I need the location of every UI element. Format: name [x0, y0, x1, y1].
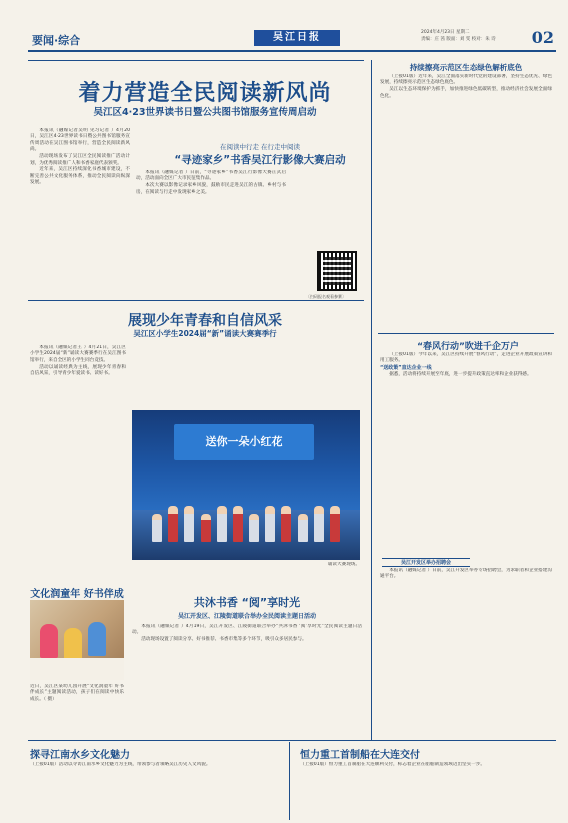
- bottom-left-headline: 探寻江南水乡文化魅力: [30, 750, 130, 761]
- newspaper-logo: 吴江日报: [254, 30, 340, 46]
- culture-caption: 近日，吴江区某幼儿园开展“文化润童年 好书伴成长”主题阅读活动，孩子们在阅读中快乐成长。（ 摄）: [30, 684, 124, 702]
- bottom-mid-body: （上接01版）恒力重工首制船在大连顺利交付，标志着企业在船舶制造领域迈出坚实一步。: [300, 762, 486, 767]
- culture-photo: [30, 600, 124, 680]
- youth-body: [30, 345, 126, 581]
- column-divider: [289, 742, 290, 820]
- youth-headline: 展现少年青春和自信风采: [128, 313, 282, 329]
- lead-body: [30, 128, 130, 296]
- paragraph: 本报讯（融媒记者 ）日前，“寻迹家乡”书香吴江行影像大赛正式启动，活动面向全区广大市民征集作品。: [136, 170, 286, 182]
- paragraph: 近年来，吴江区持续深化书香城市建设，不断完善公共文化服务体系，推动全民阅读向纵深发展。: [30, 167, 130, 186]
- lead-headline: 着力营造全民阅读新风尚: [78, 81, 332, 106]
- bottom-mid-headline: 恒力重工首制船在大连交付: [300, 750, 420, 761]
- bottom-left-body: （上接01版）活动以寻访江南水乡文化魅力为主线，带领参与者领略吴江历史人文风貌。: [30, 762, 211, 767]
- banner-text: 送你一朵小红花: [205, 435, 283, 448]
- paragraph: 活动现场发布了吴江区全民阅读推广活动计划，为优秀阅读推广人和书香家庭代表颁奖。: [30, 154, 130, 166]
- recital-photo: [132, 410, 360, 560]
- rule: [28, 300, 364, 301]
- spring-subhead: “送政策”直达企业一线: [380, 365, 432, 372]
- paragraph: 活动以诵读经典为主线，展现少年青春和自信风采，引导青少年爱读书、读好书。: [30, 364, 126, 377]
- coread-headline: 共沐书香 “阅”享时光: [193, 596, 301, 609]
- performers: [152, 492, 340, 542]
- qr-caption: 〔扫码报名观看参赛〕: [306, 294, 346, 299]
- culture-box-title: 文化润童年 好书伴成: [30, 589, 124, 600]
- date-line: 2024年4月23日 星期二: [421, 30, 470, 35]
- paragraph: 本报讯（融媒记者 ）4月19日，吴江开发区、江陵街道联合举办“共沐书香 ‘阅’享时光”全民阅读主题日活动。: [132, 624, 362, 636]
- page-header: [28, 26, 556, 52]
- rule: [28, 740, 556, 741]
- paragraph: 吴江以生态环境保护为抓手，加快推进绿色低碳转型，推动经济社会发展全面绿色化。: [380, 87, 552, 99]
- column-divider: [371, 60, 372, 740]
- paragraph: （上接01版）今年以来，吴江区持续开展“春风行动”，走进企业开展政策宣讲和用工服务。: [380, 352, 552, 364]
- paragraph: 本报讯（融媒记者吴明 见习记者 ）4月20日，吴江区4·23世界读书日暨公共图书馆服务宣传周活动在吴江图书馆举行，营造全民阅读新风尚。: [30, 128, 130, 153]
- page-number: 02: [531, 28, 554, 47]
- rule: [28, 60, 364, 61]
- paragraph: 本报讯（融媒记者 ）日前，吴江开发区举办专场招聘会，为求职者和企业搭建沟通平台。: [380, 568, 552, 580]
- paragraph: 本次大赛以影像记录家乡风貌，鼓励市民走进吴江的古镇、乡村与书房，在阅读与行走中发现家乡之美。: [136, 183, 286, 195]
- rule: [378, 333, 554, 334]
- youth-subheadline: 吴江区小学生2024届“新”诵读大赛赛季行: [133, 329, 277, 338]
- qr-code[interactable]: [317, 251, 357, 291]
- right-top-headline: 持续擦亮示范区生态绿色解析底色: [409, 63, 523, 72]
- coread-body: [132, 624, 362, 736]
- section-name: 要闻·综合: [32, 34, 81, 47]
- lead-subheadline: 吴江区4·23世界读书日暨公共图书馆服务宣传周启动: [93, 107, 317, 118]
- editors-line: 责编：庄 茜 版面：刘 雯 校对：朱 诗: [421, 37, 496, 42]
- photo-caption: 诵读大赛现场。: [327, 562, 360, 567]
- right-top-body: [380, 74, 552, 330]
- stage-banner: [174, 424, 314, 460]
- edition-meta: [421, 29, 533, 43]
- mid-kicker: 在阅读中行走 在行走中阅读: [219, 143, 301, 151]
- paragraph: 据悉，活动将持续开展至年底，进一步提升政策直达率和企业获得感。: [389, 372, 532, 378]
- mid-body: [136, 170, 286, 296]
- paragraph: 活动现场设置了阅读分享、好书推荐、书香市集等多个环节，吸引众多居民参与。: [141, 637, 307, 643]
- spring-headline: “春风行动”吹进千企万户: [417, 342, 519, 352]
- paragraph: 本报讯（融媒记者王 ）4月21日，吴江区小学生2024届“新”诵读大赛赛季行在吴江图书馆举行，来自全区的小学生同台竞技。: [30, 345, 126, 363]
- paragraph: （上接01版）近年来，吴江全面落实新时代党的建设部署，坚持生态优先、绿色发展，持续擦亮示范区生态绿色底色。: [380, 74, 552, 86]
- right-box-headline: 吴江开发区举办招聘会: [382, 558, 470, 567]
- coread-subheadline: 吴江开发区、江陵街道联合举办全民阅读主题日活动: [177, 613, 316, 620]
- right-box-body: [380, 568, 552, 736]
- mid-headline: “寻迹家乡”书香吴江行影像大赛启动: [174, 154, 346, 166]
- spring-body: [380, 352, 552, 470]
